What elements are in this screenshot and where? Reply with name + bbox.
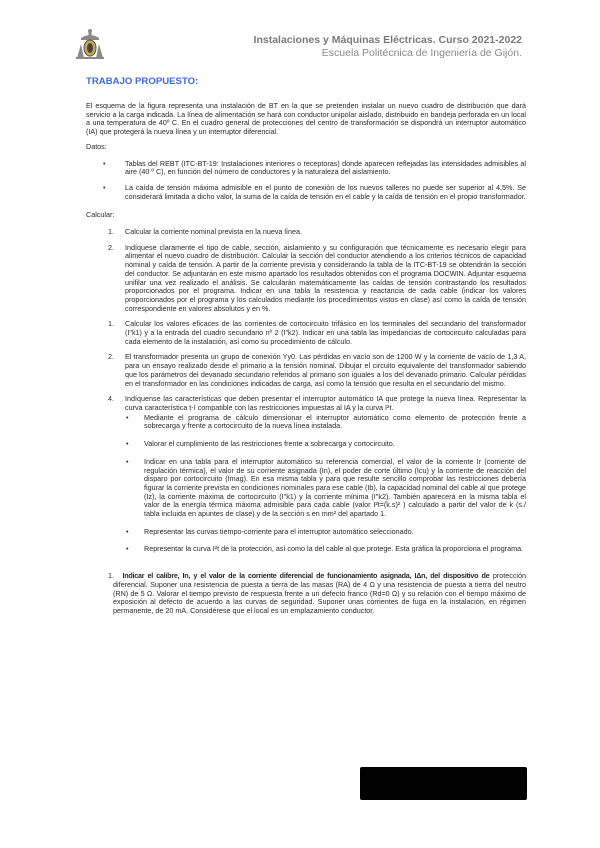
calcular-item [86, 320, 526, 346]
sub-item: • Valorar el cumplimiento de las restricciones frente a sobrecarga y cortocircuito. [125, 440, 526, 449]
document-header [254, 34, 522, 59]
item-text: Calcular la corriente nominal prevista en la nueva línea. [125, 227, 302, 237]
item-number: 1. [108, 227, 114, 237]
item-number: 2. [108, 242, 114, 252]
datos-list [86, 160, 526, 202]
university-crest-icon [75, 28, 105, 60]
item-number: 1. [108, 319, 114, 329]
item-number: 1. [108, 571, 114, 581]
sub-list [125, 414, 526, 554]
item-text: Indíquense las características que deben presentar el interruptor automático IA que protege la nueva línea. Representar la curva característica t-I compatible con las restricciones impuestas al IA y la curva I²t. [125, 394, 526, 412]
item-text: Calcular los valores eficaces de las corrientes de cortocircuito trifásico en los terminales del secundario del transformador (I"k1) y a la entrada del cuadro secundario nº 2 (I"k2). Indicar en una tabla las impedancias de cortocircuito calculadas para cada elemento de la instalación, así como su procedimiento de cálculo. [125, 319, 526, 346]
datos-item: • La caída de tensión máxima admisible en el punto de conexión de los nuevos talleres no puede ser superior al 4,5%. Se considerará limitada a dicho valor, la suma de la caída de tensión en el cable y la caída de tensión en el propio transformador. [86, 184, 526, 201]
calcular-item [86, 395, 526, 554]
datos-item: • Tablas del REBT (ITC-BT-19: Instalaciones interiores o receptoras) donde aparecen reflejadas las intensidades admisibles al aire (40 º C), en función del número de conductores y la naturaleza del aislamiento. [86, 160, 526, 177]
item-number: 2. [108, 352, 114, 362]
datos-label: Datos: [86, 141, 107, 151]
sub-item: • Representar las curvas tiempo-corriente para el interruptor automático seleccionado. [125, 528, 526, 537]
redaction-block [360, 767, 527, 800]
calcular-item [86, 228, 526, 237]
final-item-text: protección diferencial. Suponer una resistencia de puesta a tierra de las masas (RA) de 4 Ω y una resistencia de puesta a tierra del neutro (RN) de 5 Ω. Valorar el tiempo previsto de respuesta frente a un defecto franco (Rd=0 Ω) y su relación con el tiempo máximo de exposición al defecto de acuerdo a las curvas de seguridad. Suponer unas corrientes de fuga en la instalación, en régimen permanente, de 20 mA. Considérese que el local es un emplazamiento conductor. [113, 571, 527, 615]
sub-item: • Representar la curva I²t de la protección, así como la del cable al que protege. Esta gráfica la proporciona el programa. [125, 545, 526, 554]
item-number: 4. [108, 394, 114, 404]
item-text: Indíquese claramente el tipo de cable, sección, aislamiento y su configuración que técnicamente es necesario elegir para alimentar el nuevo cuadro de distribución. Calcular la sección del conductor atendiendo a los criterios técnicos de capacidad nominal y caída de tensión. A partir de la corriente prevista y considerando la tabla de la ITC-BT-19 se obtendrán la sección del conductor. Se adjuntarán en este mismo apartado los resultados obtenidos con el programa DOCWIN. Adjuntar esquema unifilar una vez realizado el análisis. Se calcularán matemáticamente las caídas de tensión contrastando los resultados proporcionados por el programa. Indicar en una tabla la resistencia y reactancia de cada cable (indicar los valores proporcionados por el programa y los calculados mediante los procedimientos vistos en clase) así como la caída de tensión correspondiente en valores absolutos y en %. [125, 242, 526, 313]
final-item [86, 572, 526, 616]
calcular-item [86, 353, 526, 388]
calcular-item [86, 244, 526, 314]
item-text: El transformador presenta un grupo de conexión Yy0. Las pérdidas en vacío son de 1200 W y la corriente de vacío de 1,3 A, para un ensayo realizado desde el primario a la tensión nominal. Dibujar el circuito equivalente del transformador sabiendo que los parámetros del devanado secundario referidos al primario son iguales a los del devanado primario. Calcular pérdidas en el transformador en las condiciones indicadas de carga, así como la tensión que resulta en el secundario del mismo. [125, 352, 526, 388]
document-body [86, 102, 526, 623]
sub-item: • Mediante el programa de cálculo dimensionar el interruptor automático como elemento de protección frente a sobrecarga y frente a cortocircuito de la nueva línea instalada. [125, 414, 526, 431]
course-title: Instalaciones y Máquinas Eléctricas. Curso 2021-2022 [253, 34, 522, 46]
section-title: TRABAJO PROPUESTO: [86, 76, 199, 87]
calcular-label: Calcular: [86, 210, 115, 220]
final-item-lead: Indicar el calibre, In, y el valor de la corriente diferencial de funcionamiento asignada, IΔn, del dispositivo de [122, 571, 490, 581]
calcular-list [86, 228, 526, 554]
final-list [86, 572, 526, 616]
sub-item: • Indicar en una tabla para el interruptor automático su referencia comercial, el valor de la corriente Ir (corriente de regulación térmica), el valor de su corriente asignada (In), el poder de corte último (Icu) y la corriente de reacción del disparo por cortocircuito (Imag). En esa misma tabla y para que resulte sencillo comprobar las restricciones debería figurar la corriente prevista en condiciones nominales para ese cable (Ib), la capacidad nominal del cable al que protege (Iz), la corriente máxima de cortocircuito (I"k1) y la corriente mínima (I"k2). También aparecerá en la misma tabla el valor de la energía térmica máxima admisible para cada cable (valor I²t=(k.s)² ) calculado a partir del valor de k (s./ tabla incluida en apuntes de clase) y de la sección s en mm² del apartado 1. [125, 458, 526, 519]
school-name: Escuela Politécnica de Ingeniería de Gijón. [321, 47, 522, 59]
intro-paragraph: El esquema de la figura representa una instalación de BT en la que se pretenden instalar un nuevo cuadro de distribución que dará servicio a la carga indicada. La línea de alimentación se hará con conductor unipolar aislado, distribuido en bandeja perforada en un local a una temperatura de 40º C. En el cuadro general de protecciones del centro de transformación se dispondrá un interruptor automático (IA) que protegerá la nueva línea y un interruptor diferencial. [86, 101, 526, 137]
